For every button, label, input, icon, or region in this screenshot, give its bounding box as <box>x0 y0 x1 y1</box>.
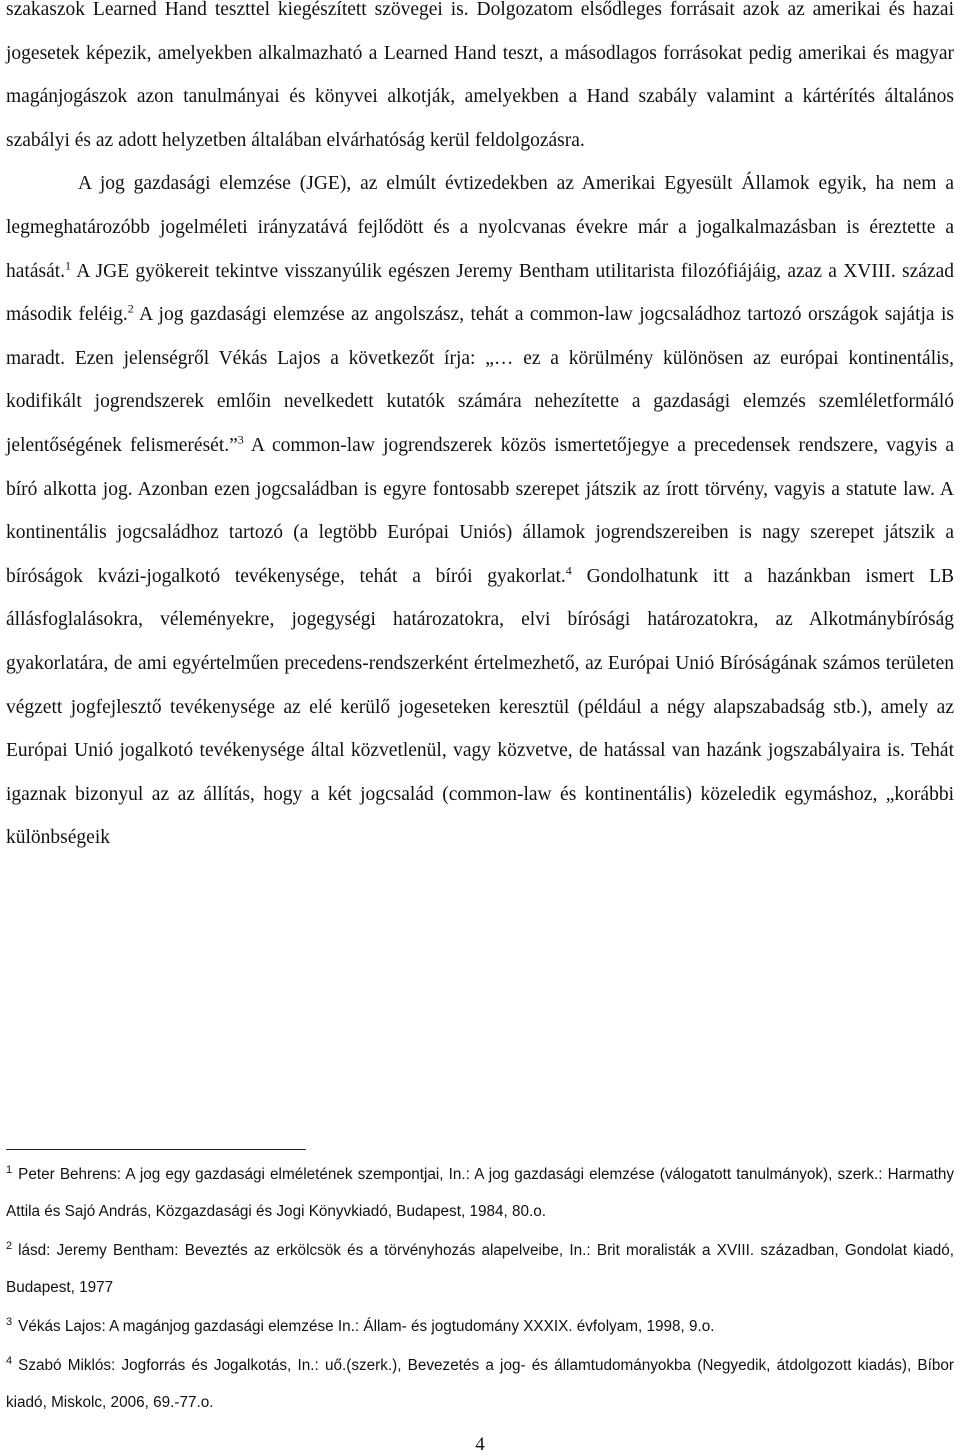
page-number: 4 <box>475 1434 485 1455</box>
body-text <box>6 0 954 860</box>
footnote-reference[interactable]: 4 <box>565 563 572 578</box>
footnote-text: Szabó Miklós: Jogforrás és Jogalkotás, In.: uő.(szerk.), Bevezetés a jog- és államtudományokba (Negyedik, átdolgozott kiadás), Bíbor kiadó, Miskolc, 2006, 69.-77.o. <box>6 1357 954 1411</box>
paragraph-text: A common-law jogrendszerek közös ismertetőjegye a precedensek rendszere, vagyis a bíró alkotta jog. Azonban ezen jogcsaládban is egyre fontosabb szerepet játszik az írott törvény, vagyis a statute law. A kontinentális jogcsaládhoz tartozó (a legtöbb Európai Uniós) államok jogrendszereiben is nagy szerepet játszik a bíróságok kvázi-jogalkotó tevékenysége, tehát a bírói gyakorlat. <box>6 434 954 587</box>
footnote-text: lásd: Jeremy Bentham: Beveztés az erkölcsök és a törvényhozás alapelveibe, In.: Brit moralisták a XVIII. században, Gondolat kiadó, Budapest, 1977 <box>6 1242 954 1296</box>
footnote-number: 1 <box>6 1163 13 1176</box>
footnote-reference[interactable]: 2 <box>127 301 134 316</box>
footnote-separator <box>6 1149 306 1150</box>
paragraph-text: A JGE gyökereit tekintve visszanyúlik egészen Jeremy Bentham utilitarista filozófiájáig, azaz a XVIII. század második feléig. <box>6 260 954 326</box>
footnote <box>6 1232 954 1306</box>
footnote-number: 3 <box>6 1315 13 1328</box>
footnote <box>6 1347 954 1421</box>
paragraph-text: Gondolhatunk itt a hazánkban ismert LB állásfoglalásokra, véleményekre, jogegységi határozatokra, elvi bírósági határozatokra, az Alkotmánybíróság gyakorlatára, de ami egyértelműen precedens-rendszerként értelmezhető, az Európai Unió Bíróságának számos területen végzett jogfejlesztő tevékenysége az elé kerülő jogeseteken keresztül (például a négy alapszabadság stb.), amely az Európai Unió jogalkotó tevékenysége által közvetlenül, vagy közvetve, de hatással van hazánk jogszabályaira is. Tehát igaznak bizonyul az az állítás, hogy a két jogcsalád (common-law és kontinentális) közeledik egymáshoz, „korábbi különbségeik <box>6 565 954 849</box>
footnote-reference[interactable]: 1 <box>65 258 72 273</box>
paragraph <box>6 0 954 162</box>
paragraph-text: A jog gazdasági elemzése az angolszász, tehát a common-law jogcsaládhoz tartozó országok sajátja is maradt. Ezen jelenségről Vékás Lajos a következőt írja: „… ez a körülmény különösen az európai kontinentális, kodifikált jogrendszerek emlőin nevelkedett kutatók számára nehezítette a gazdasági elemzés szemléletformáló jelentőségének felismerését.” <box>6 304 955 456</box>
footnotes <box>6 1156 954 1423</box>
paragraph-text: A jog gazdasági elemzése (JGE), az elmúlt évtizedekben az Amerikai Egyesült Államok egyik, ha nem a legmeghatározóbb jogelméleti irányzatává fejlődött és a nyolcvanas évekre már a jogalkalmazásban is éreztette a hatását. <box>6 173 954 282</box>
footnote <box>6 1156 954 1230</box>
footnote-reference[interactable]: 3 <box>237 432 244 447</box>
footnote-number: 4 <box>6 1354 13 1367</box>
paragraph-text: szakaszok Learned Hand teszttel kiegészített szövegei is. Dolgozatom elsődleges forrásait azok az amerikai és hazai jogesetek képezik, amelyekben alkalmazható a Learned Hand teszt, a másodlagos forrásokat pedig amerikai és magyar magánjogászok azon tanulmányai és könyvei alkotják, amelyekben a Hand szabály valamint a kártérítés általános szabályi és az adott helyzetben általában elvárhatóság kerül feldolgozásra. <box>6 0 954 151</box>
paragraph <box>6 162 954 860</box>
footnote-text: Vékás Lajos: A magánjog gazdasági elemzése In.: Állam- és jogtudomány XXXIX. évfolyam, 1998, 9.o. <box>18 1318 715 1335</box>
footnote-number: 2 <box>6 1239 13 1252</box>
footnote <box>6 1308 954 1345</box>
footnote-text: Peter Behrens: A jog egy gazdasági elméletének szempontjai, In.: A jog gazdasági elemzése (válogatott tanulmányok), szerk.: Harmathy Attila és Sajó András, Közgazdasági és Jogi Könyvkiadó, Budapest, 1984, 80.o. <box>6 1166 954 1220</box>
